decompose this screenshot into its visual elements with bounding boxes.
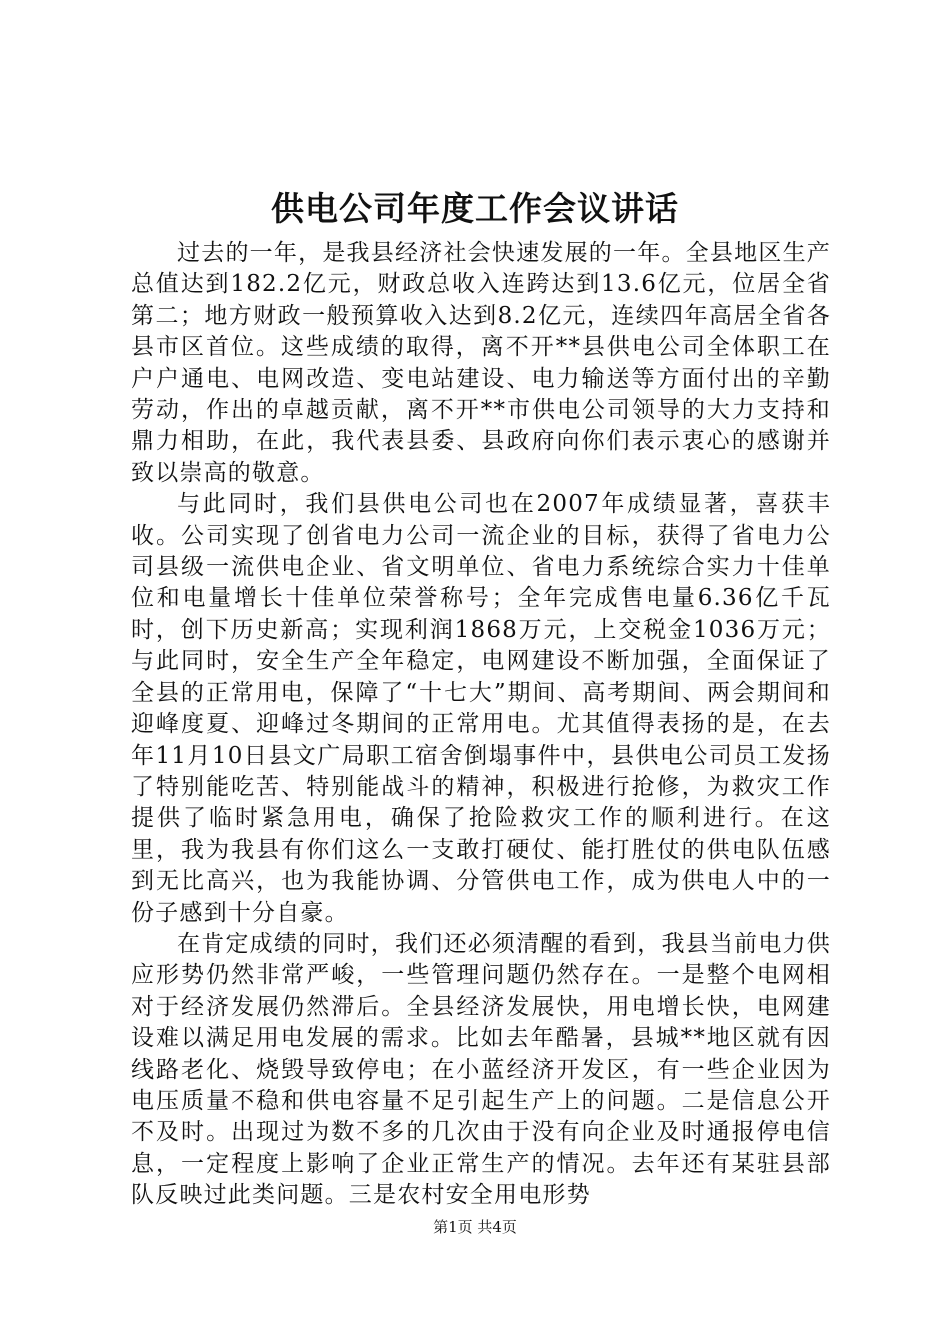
document-title: 供电公司年度工作会议讲话 (271, 189, 679, 228)
document-body (131, 238, 831, 1212)
paragraph: 与此同时，我们县供电公司也在2007年成绩显著，喜获丰收。公司实现了创省电力公司一流企业的目标，获得了省电力公司县级一流供电企业、省文明单位、省电力系统综合实力十佳单位和电量增长十佳单位荣誉称号；全年完成售电量6.36亿千瓦时，创下历史新高；实现利润1868万元，上交税金1036万元；与此同时，安全生产全年稳定，电网建设不断加强，全面保证了全县的正常用电，保障了“十七大”期间、高考期间、两会期间和迎峰度夏、迎峰过冬期间的正常用电。尤其值得表扬的是，在去年11月10日县文广局职工宿舍倒塌事件中，县供电公司员工发扬了特别能吃苦、特别能战斗的精神，积极进行抢修，为救灾工作提供了临时紧急用电，确保了抢险救灾工作的顺利进行。在这里，我为我县有你们这么一支敢打硬仗、能打胜仗的供电队伍感到无比高兴，也为我能协调、分管供电工作，成为供电人中的一份子感到十分自豪。 (131, 491, 831, 926)
paragraph: 过去的一年，是我县经济社会快速发展的一年。全县地区生产总值达到182.2亿元，财政总收入连跨达到13.6亿元，位居全省第二；地方财政一般预算收入达到8.2亿元，连续四年高居全省各县市区首位。这些成绩的取得，离不开**县供电公司全体职工在户户通电、电网改造、变电站建设、电力输送等方面付出的辛勤劳动，作出的卓越贡献，离不开**市供电公司领导的大力支持和鼎力相助，在此，我代表县委、县政府向你们表示衷心的感谢并致以崇高的敬意。 (131, 240, 831, 486)
paragraph: 在肯定成绩的同时，我们还必须清醒的看到，我县当前电力供应形势仍然非常严峻，一些管理问题仍然存在。一是整个电网相对于经济发展仍然滞后。全县经济发展快，用电增长快，电网建设难以满足用电发展的需求。比如去年酷暑，县城**地区就有因线路老化、烧毁导致停电；在小蓝经济开发区，有一些企业因为电压质量不稳和供电容量不足引起生产上的问题。二是信息公开不及时。出现过为数不多的几次由于没有向企业及时通报停电信息，一定程度上影响了企业正常生产的情况。去年还有某驻县部队反映过此类问题。三是农村安全用电形势 (131, 930, 831, 1209)
page-number-footer: 第1页 共4页 (433, 1218, 517, 1236)
